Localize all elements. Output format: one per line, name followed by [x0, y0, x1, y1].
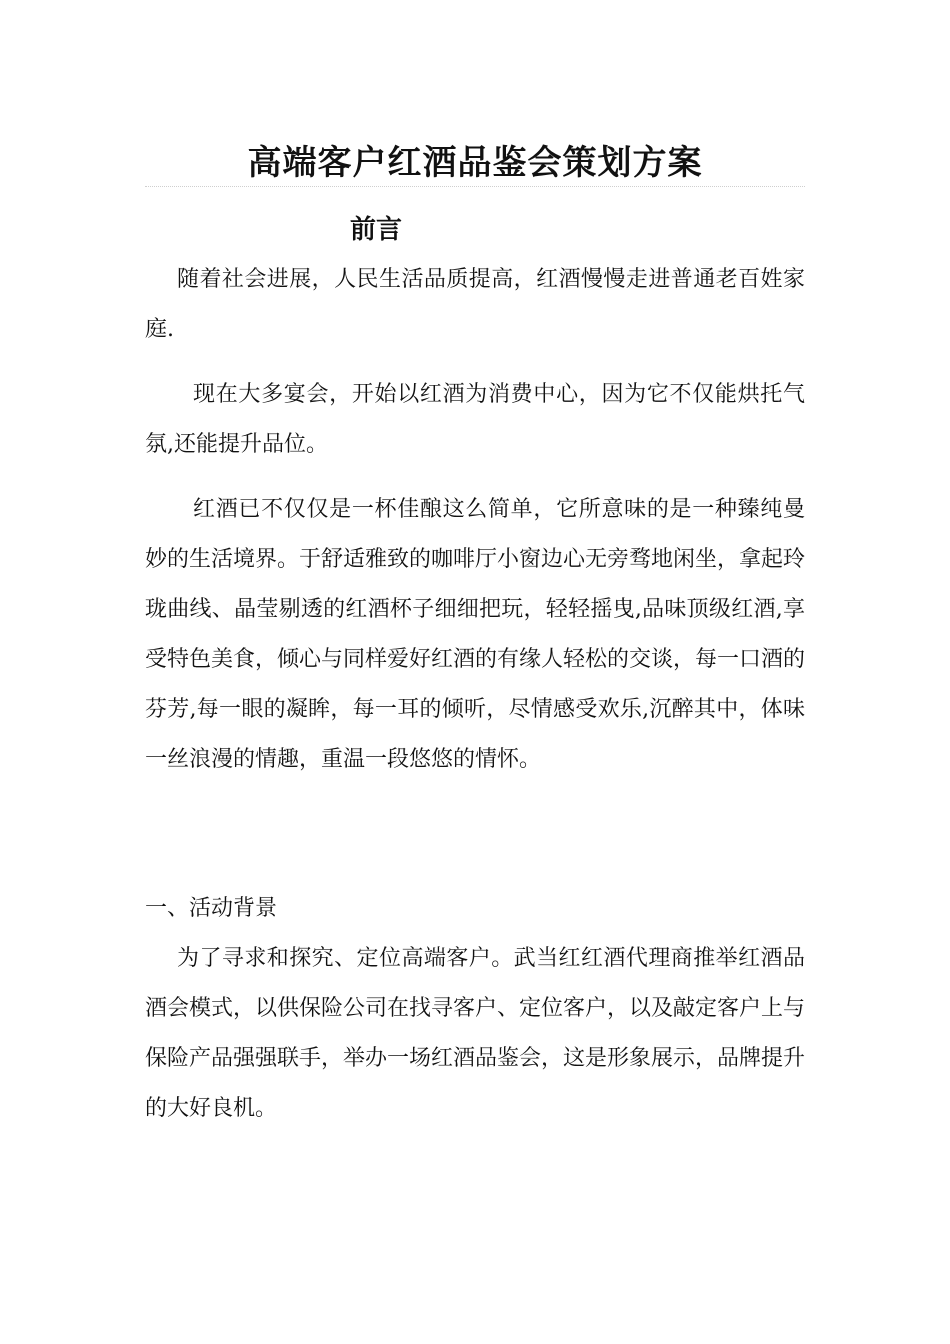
section-heading-background: 一、活动背景 [145, 896, 278, 921]
preface-paragraph-2: 现在大多宴会，开始以红酒为消费中心，因为它不仅能烘托气氛,还能提升品位。 [145, 382, 805, 457]
document-title: 高端客户红酒品鉴会策划方案 [247, 143, 703, 183]
section-paragraph-background: 为了寻求和探究、定位高端客户。武当红红酒代理商推举红酒品酒会模式，以供保险公司在找寻客户、定位客户，以及敲定客户上与保险产品强强联手，举办一场红酒品鉴会，这是形象展示，品牌提升的大好良机。 [145, 946, 806, 1121]
preface-heading: 前言 [350, 215, 403, 245]
title-divider [145, 186, 805, 187]
preface-paragraph-3: 红酒已不仅仅是一杯佳酿这么简单，它所意味的是一种臻纯曼妙的生活境界。于舒适雅致的咖啡厅小窗边心无旁骛地闲坐，拿起玲珑曲线、晶莹剔透的红酒杯子细细把玩，轻轻摇曳,品味顶级红酒,享受特色美食，倾心与同样爱好红酒的有缘人轻松的交谈，每一口酒的芬芳,每一眼的凝眸，每一耳的倾听，尽情感受欢乐,沉醉其中，体味一丝浪漫的情趣，重温一段悠悠的情怀。 [145, 497, 806, 772]
preface-paragraph-1: 随着社会进展，人民生活品质提高，红酒慢慢走进普通老百姓家庭. [145, 267, 805, 342]
